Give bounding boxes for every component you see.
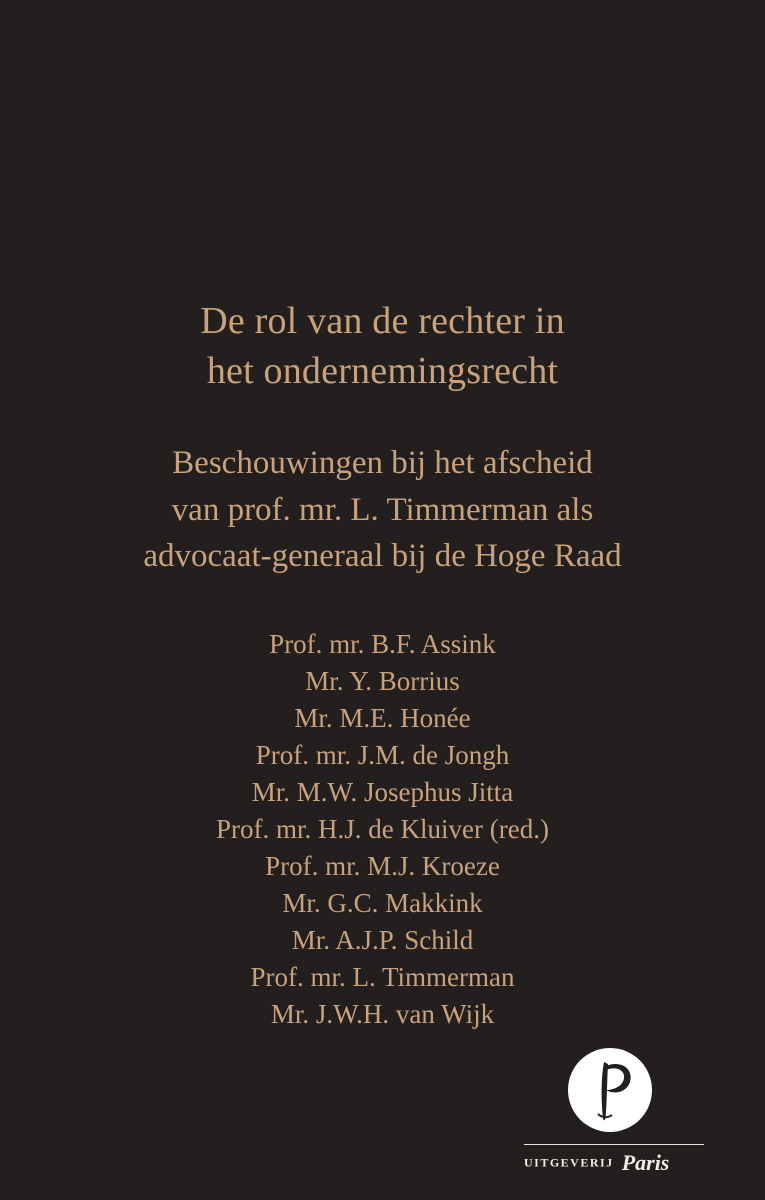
author-item: Mr. J.W.H. van Wijk xyxy=(270,999,495,1029)
author-item: Prof. mr. J.M. de Jongh xyxy=(255,740,510,770)
paris-p-logo-icon xyxy=(568,1048,652,1132)
book-title xyxy=(0,296,765,396)
book-subtitle xyxy=(0,440,765,580)
title-line-1: De rol van de rechter in xyxy=(200,300,565,342)
author-item: Prof. mr. M.J. Kroeze xyxy=(265,851,500,881)
author-item: Mr. Y. Borrius xyxy=(305,666,460,696)
author-item: Mr. M.W. Josephus Jitta xyxy=(251,777,514,807)
subtitle-line-2: van prof. mr. L. Timmerman als xyxy=(171,491,594,528)
author-list xyxy=(0,626,765,1033)
publisher-rule xyxy=(524,1144,704,1145)
subtitle-line-1: Beschouwingen bij het afscheid xyxy=(172,445,593,481)
subtitle-line-3: advocaat-generaal bij de Hoge Raad xyxy=(143,538,622,574)
publisher-logo xyxy=(520,1048,708,1175)
publisher-main-name: Paris xyxy=(621,1150,670,1175)
title-line-2: het ondernemingsrecht xyxy=(206,350,559,392)
author-item: Mr. G.C. Makkink xyxy=(282,888,483,918)
author-item: Mr. M.E. Honée xyxy=(294,703,471,733)
author-item: Mr. A.J.P. Schild xyxy=(291,925,474,955)
publisher-prefix: UITGEVERIJ xyxy=(524,1155,614,1170)
author-item: Prof. mr. H.J. de Kluiver (red.) xyxy=(216,814,549,844)
author-item: Prof. mr. B.F. Assink xyxy=(269,629,496,659)
author-item: Prof. mr. L. Timmerman xyxy=(250,962,515,992)
publisher-name xyxy=(524,1150,708,1176)
